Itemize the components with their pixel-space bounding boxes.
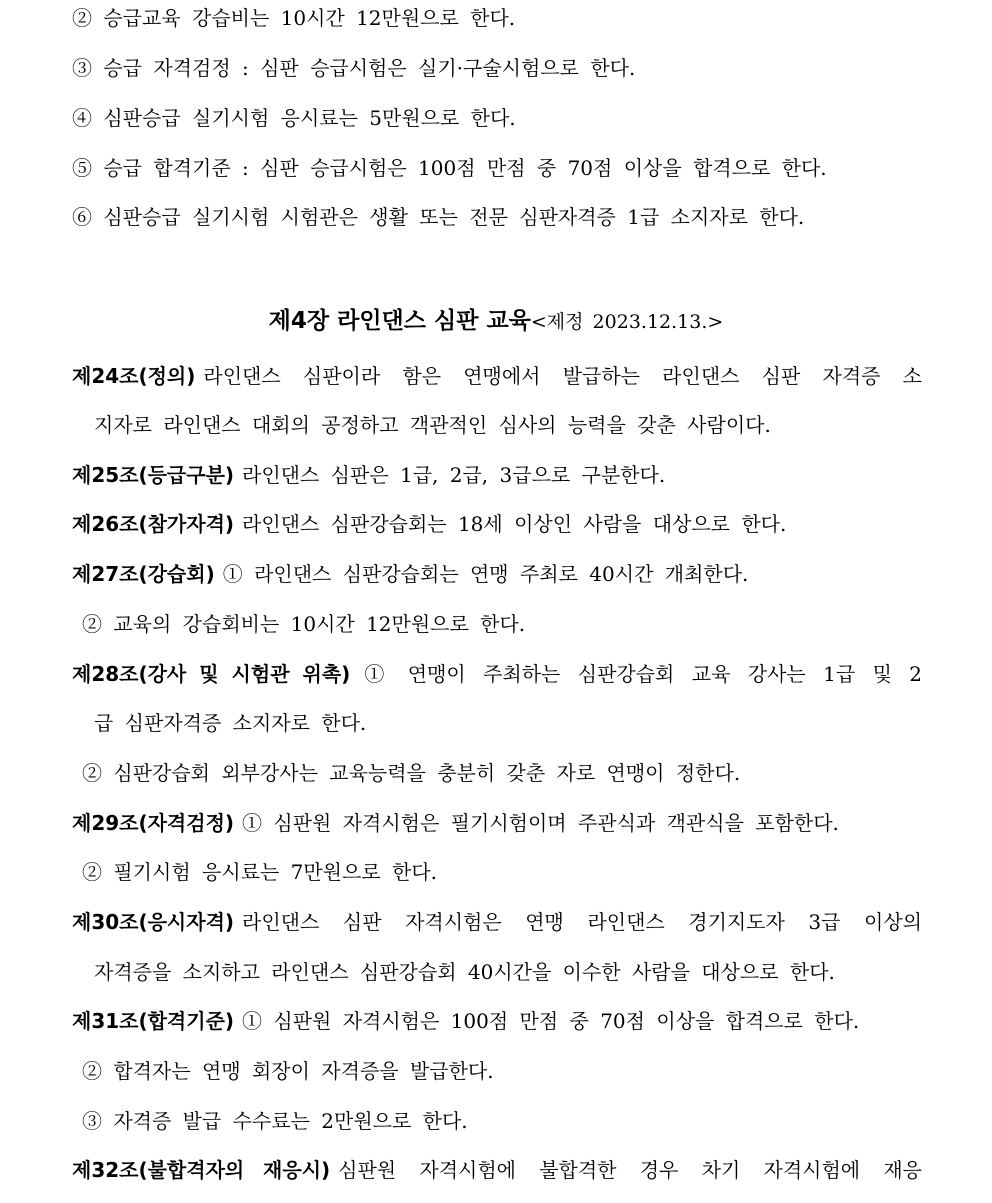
article-text: ① 라인댄스 심판강습회는 연맹 주최로 40시간 개최한다. [222, 562, 749, 586]
article-label: 제27조(강습회) [72, 562, 215, 586]
article-text: ① 연맹이 주최하는 심판강습회 교육 강사는 1급 및 2 [358, 662, 922, 686]
article-text: 라인댄스 심판 자격시험은 연맹 라인댄스 경기지도자 3급 이상의 [242, 910, 922, 934]
article-31-item-2: ② 합격자는 연맹 회장이 자격증을 발급한다. [82, 1059, 494, 1083]
list-item: ⑤ 승급 합격기준 : 심판 승급시험은 100점 만점 중 70점 이상을 합격으로 한다. [72, 156, 827, 180]
article-label: 제30조(응시자격) [72, 910, 235, 934]
article-25 [72, 460, 665, 490]
article-28-continuation: 급 심판자격증 소지자로 한다. [94, 711, 367, 735]
article-label: 제28조(강사 및 시험관 위촉) [72, 662, 351, 686]
article-31-item-3: ③ 자격증 발급 수수료는 2만원으로 한다. [82, 1109, 468, 1133]
article-text: ① 심판원 자격시험은 100점 만점 중 70점 이상을 합격으로 한다. [242, 1009, 860, 1033]
chapter-heading [0, 304, 992, 340]
article-label: 제25조(등급구분) [72, 463, 235, 487]
article-31 [72, 1006, 859, 1036]
article-label: 제26조(참가자격) [72, 512, 235, 536]
article-26 [72, 509, 786, 539]
article-label: 제29조(자격검정) [72, 811, 235, 835]
article-24-continuation: 지자로 라인댄스 대회의 공정하고 객관적인 심사의 능력을 갖춘 사람이다. [94, 413, 771, 437]
article-label: 제24조(정의) [72, 364, 196, 388]
article-text: 심판원 자격시험에 불합격한 경우 차기 자격시험에 재응 [338, 1158, 922, 1182]
article-label: 제31조(합격기준) [72, 1009, 235, 1033]
article-27 [72, 559, 748, 589]
article-24 [72, 361, 922, 391]
article-32 [72, 1155, 922, 1185]
article-27-item-2: ② 교육의 강습회비는 10시간 12만원으로 한다. [82, 612, 526, 636]
article-text: ① 심판원 자격시험은 필기시험이며 주관식과 객관식을 포함한다. [242, 811, 839, 835]
article-text: 라인댄스 심판은 1급, 2급, 3급으로 구분한다. [242, 463, 666, 487]
article-text: 라인댄스 심판이라 함은 연맹에서 발급하는 라인댄스 심판 자격증 소 [203, 364, 922, 388]
article-text: 라인댄스 심판강습회는 18세 이상인 사람을 대상으로 한다. [242, 512, 787, 536]
article-29-item-2: ② 필기시험 응시료는 7만원으로 한다. [82, 860, 437, 884]
article-label: 제32조(불합격자의 재응시) [72, 1158, 331, 1182]
list-item: ② 승급교육 강습비는 10시간 12만원으로 한다. [72, 6, 516, 30]
list-item: ③ 승급 자격검정 : 심판 승급시험은 실기·구술시험으로 한다. [72, 56, 636, 80]
article-29 [72, 808, 839, 838]
chapter-title: 제4장 라인댄스 심판 교육 [268, 308, 531, 334]
article-30 [72, 907, 922, 937]
list-item: ⑥ 심판승급 실기시험 시험관은 생활 또는 전문 심판자격증 1급 소지자로 한다. [72, 205, 805, 229]
chapter-enactment-note: <제정 2023.12.13.> [530, 311, 724, 333]
article-28 [72, 659, 922, 689]
article-30-continuation: 자격증을 소지하고 라인댄스 심판강습회 40시간을 이수한 사람을 대상으로 한다. [94, 960, 835, 984]
list-item: ④ 심판승급 실기시험 응시료는 5만원으로 한다. [72, 106, 516, 130]
article-28-item-2: ② 심판강습회 외부강사는 교육능력을 충분히 갖춘 자로 연맹이 정한다. [82, 761, 741, 785]
